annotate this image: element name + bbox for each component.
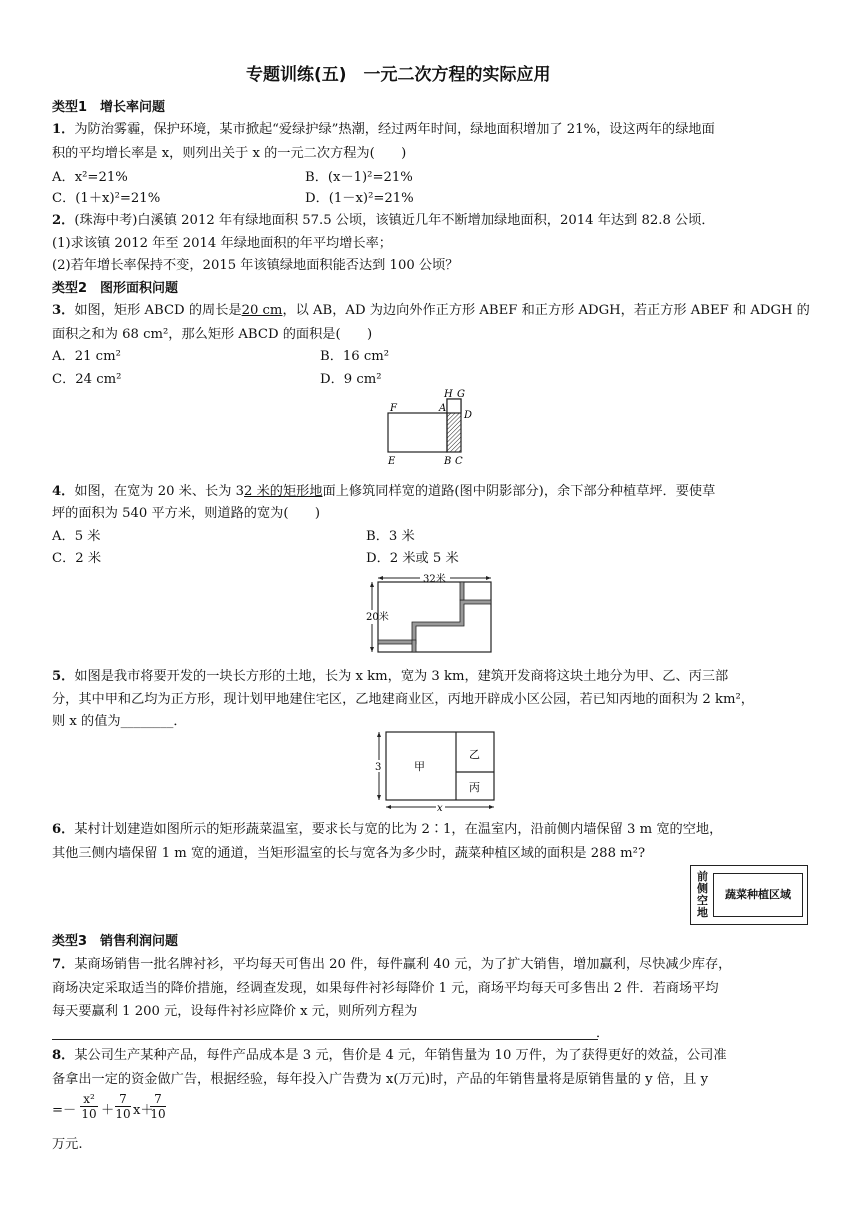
q3-rectangle-figure bbox=[380, 386, 480, 467]
q7-answer-blank[interactable] bbox=[52, 1039, 598, 1040]
q1-line2: 积的平均增长率是 x，则列出关于 x 的一元二次方程为( ) bbox=[52, 146, 407, 161]
region-bing: 丙 bbox=[469, 781, 480, 794]
section-heading-profit: 类型3 销售利润问题 bbox=[52, 934, 179, 949]
q5-land-figure bbox=[372, 728, 498, 814]
square-adgh bbox=[447, 399, 461, 413]
label-f: F bbox=[390, 403, 397, 414]
q8-fraction-1: $\frac{\text{x²}}{10}$ bbox=[81, 1092, 97, 1121]
label-c: C bbox=[455, 456, 463, 467]
q8-line2: 备拿出一定的资金做广告，根据经验，每年投入广告费为 x(万元)时，产品的年销售量将是原销售量的 y 倍，且 y bbox=[52, 1072, 709, 1087]
q6-greenhouse-figure bbox=[690, 865, 808, 925]
q5-line3: 则 x 的值为________． bbox=[52, 714, 187, 729]
page-title: 专题训练(五) 一元二次方程的实际应用 bbox=[246, 65, 551, 85]
front-space-label: 前侧空地 bbox=[697, 870, 708, 919]
q8-line4: 万元. bbox=[52, 1137, 83, 1152]
label-d: D bbox=[464, 410, 473, 421]
label-b: B bbox=[444, 456, 452, 467]
q8-line1: 8．某公司生产某种产品，每件产品成本是 3 元，售价是 4 元，年销售量为 10 万件，为了获得更好的效益，公司准 bbox=[52, 1048, 727, 1063]
q4-road-figure bbox=[364, 570, 494, 656]
region-yi: 乙 bbox=[469, 748, 480, 761]
q7-line4: ． bbox=[596, 1026, 610, 1041]
q1-option-b[interactable]: B．(x－1)²=21% bbox=[305, 170, 413, 185]
q4-line1: 4．如图，在宽为 20 米、长为 32 米的矩形地面上修筑同样宽的道路(图中阴影部分)，余下部分种植草坪．要使草 bbox=[52, 484, 716, 499]
q3-line1: 3．如图，矩形 ABCD 的周长是20 cm，以 AB，AD 为边向外作正方形 ABEF 和正方形 ADGH，若正方形 ABEF 和 ADGH 的 bbox=[52, 303, 810, 318]
q8-fraction-3: $\frac{7}{10}$ bbox=[150, 1092, 166, 1121]
region-jia: 甲 bbox=[414, 760, 425, 773]
vertical-road-top bbox=[460, 582, 464, 600]
q3-option-d[interactable]: D．9 cm² bbox=[320, 372, 382, 387]
q4-line2: 坪的面积为 540 平方米，则道路的宽为( ) bbox=[52, 506, 321, 521]
q8-fraction-2: $\frac{7}{10}$ bbox=[115, 1092, 131, 1121]
label-a: A bbox=[439, 403, 447, 414]
q7-line2: 商场决定采取适当的降价措施，经调查发现，如果每件衬衫每降价 1 元，商场平均每天可多售出 2 件．若商场平均 bbox=[52, 981, 719, 996]
width-label: 20米 bbox=[366, 612, 389, 623]
q6-line1: 6．某村计划建造如图所示的矩形蔬菜温室，要求长与宽的比为 2∶1，在温室内，沿前侧内墙保留 3 m 宽的空地， bbox=[52, 822, 723, 837]
q7-line1: 7．某商场销售一批名牌衬衫，平均每天可售出 20 件，每件赢利 40 元，为了扩大销售，增加赢利，尽快减少库存， bbox=[52, 957, 732, 972]
vegetable-area-label: 蔬菜种植区域 bbox=[713, 873, 803, 917]
q7-line3: 每天要赢利 1 200 元，设每件衬衫应降价 x 元，则所列方程为 bbox=[52, 1004, 418, 1019]
q1-option-a[interactable]: A．x²=21% bbox=[52, 170, 128, 185]
section-heading-growth-rate: 类型1 增长率问题 bbox=[52, 100, 166, 115]
label-h: H bbox=[444, 389, 453, 400]
length-label: 32米 bbox=[423, 574, 446, 585]
q1-line1: 1．为防治雾霾，保护环境，某市掀起“爱绿护绿”热潮，经过两年时间，绿地面积增加了 21%，设这两年的绿地面 bbox=[52, 122, 715, 137]
q6-line2: 其他三侧内墙保留 1 m 宽的通道，当矩形温室的长与宽各为多少时，蔬菜种植区域的面积是 288 m²? bbox=[52, 846, 646, 861]
q3-line2: 面积之和为 68 cm²，那么矩形 ABCD 的面积是( ) bbox=[52, 327, 373, 342]
vertical-road-bottom bbox=[412, 640, 416, 652]
q4-option-d[interactable]: D．2 米或 5 米 bbox=[366, 551, 459, 566]
q1-option-d[interactable]: D．(1－x)²=21% bbox=[305, 191, 414, 206]
label-g: G bbox=[457, 389, 465, 400]
q5-line1: 5．如图是我市将要开发的一块长方形的土地，长为 x km，宽为 3 km，建筑开发商将这块土地分为甲、乙、丙三部 bbox=[52, 669, 729, 684]
label-e: E bbox=[388, 456, 396, 467]
width-3-label: 3 bbox=[375, 762, 382, 773]
q8-eq-prefix: =－ bbox=[52, 1103, 77, 1118]
section-heading-area: 类型2 图形面积问题 bbox=[52, 281, 179, 296]
square-abef bbox=[388, 413, 447, 452]
length-x-label: x bbox=[437, 803, 443, 814]
q4-option-b[interactable]: B．3 米 bbox=[366, 529, 415, 544]
q4-option-a[interactable]: A．5 米 bbox=[52, 529, 101, 544]
q3-option-b[interactable]: B．16 cm² bbox=[320, 349, 390, 364]
q8-plus-1: ＋ bbox=[101, 1103, 115, 1118]
q2-sub2: (2)若年增长率保持不变，2015 年该镇绿地面积能否达到 100 公顷？ bbox=[52, 258, 459, 273]
q2-sub1: (1)求该镇 2012 年至 2014 年绿地面积的年平均增长率； bbox=[52, 236, 392, 251]
q1-option-c[interactable]: C．(1＋x)²=21% bbox=[52, 191, 161, 206]
q3-option-c[interactable]: C．24 cm² bbox=[52, 372, 122, 387]
q5-line2: 分，其中甲和乙均为正方形，现计划甲地建住宅区，乙地建商业区，丙地开辟成小区公园，若已知丙地的面积为 2 km²， bbox=[52, 692, 754, 707]
q2-line1: 2．(珠海中考)白溪镇 2012 年有绿地面积 57.5 公顷，该镇近几年不断增加绿地面积，2014 年达到 82.8 公顷． bbox=[52, 213, 715, 228]
q4-option-c[interactable]: C．2 米 bbox=[52, 551, 102, 566]
horizontal-road bbox=[378, 600, 491, 644]
q3-option-a[interactable]: A．21 cm² bbox=[52, 349, 121, 364]
q8-x-plus: x＋ bbox=[133, 1103, 154, 1118]
